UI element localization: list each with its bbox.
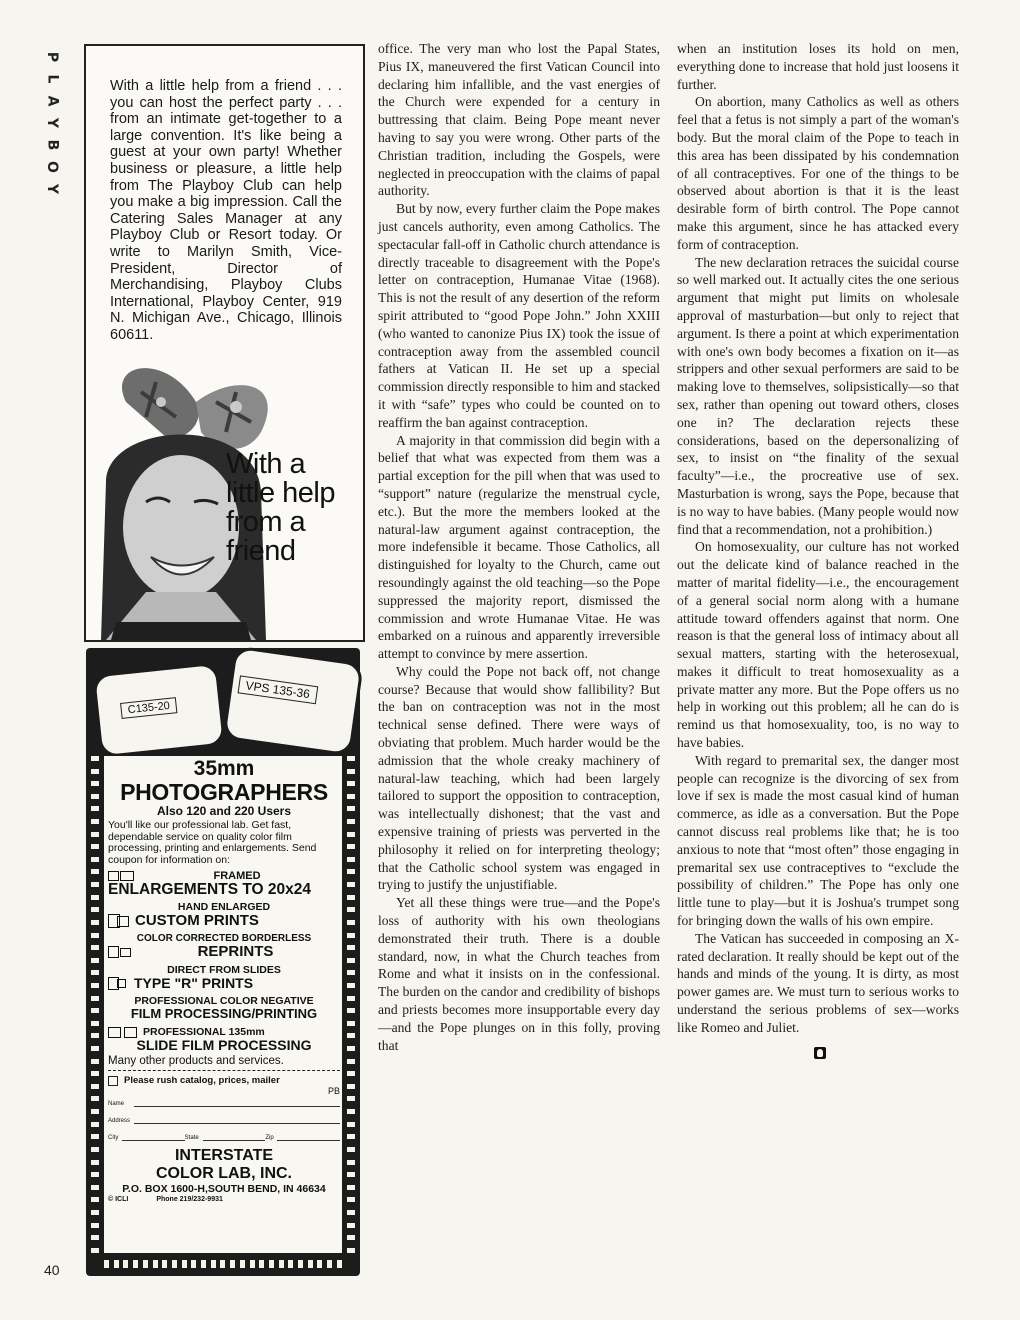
masthead-letter: O [44,161,60,173]
option-custom-prints: CUSTOM PRINTS [135,912,259,929]
article-paragraph: A majority in that commission did begin with a belief that what was expected from them was a partial exception for the pill when that was used to “support” nature (regularize the menstrual cycle, etc.). But the more the members looked at the natural-law argument against contraception, the more indefensible it became. Those Catholics, all distinguished for loyalty to the Church, came out resoundingly against the old teaching—so the Pope suppressed the majority report, dismissed the commission and wrote Humanae Vitae. He was embarked on a ruinous and apparently irreversible attempt to convince by mere assertion. [378,432,660,662]
masthead-letter: L [43,74,60,84]
film-sprocket-holes [347,756,355,1253]
interstate-color-lab-ad [86,648,360,1276]
field-label: State [184,1135,199,1141]
ad-headline [226,450,361,566]
coupon-prompt: Please rush catalog, prices, mailer [124,1075,280,1086]
print-stack-icon [117,916,129,927]
name-field[interactable] [108,1098,340,1107]
article-paragraph: The Vatican has succeeded in composing an X-rated declaration. It really should be kept out of the hands and minds of the young. It is dirty, as most power games are. We must turn to serious works to understand the serious problems of sex—works like Romeo and Juliet. [677,930,959,1035]
article-column-2 [378,40,660,1054]
ad-subtitle: Also 120 and 220 Users [156,804,292,818]
headline-line: With a [226,448,306,480]
option-professional-color: PROFESSIONAL COLOR NEGATIVE [134,995,314,1007]
option-slide-film: SLIDE FILM PROCESSING [136,1037,312,1053]
ad-title-35mm: 35mm [193,757,255,780]
film-sprocket-holes [104,1260,342,1268]
field-label: Address [108,1118,131,1124]
masthead-letter: A [44,95,60,107]
headline-line: from a [226,506,306,538]
masthead-letter: Y [43,117,60,129]
option-reprints: REPRINTS [197,943,274,960]
copyright-text: © ICLI [108,1196,129,1203]
field-label: City [108,1135,119,1141]
print-stack-icon [120,948,131,957]
film-canister-right-icon [222,645,364,756]
ad-title-photographers: PHOTOGRAPHERS [120,779,328,805]
coupon-code: PB [327,1086,340,1096]
article-paragraph: But by now, every further claim the Pope makes just cancels authority, even among Catholics. The spectacular fall-off in Catholic church attendance is directly traceable to disagreement with the Pope's letter on contraception, Humanae Vitae (1968). This is not the result of any desertion of the reform spirit attributed to “good Pope John.” John XXIII (who wanted to canonize Pius IX) took the issue of contraception away from the assembled council fathers at Vatican II. He set up a special commission directly responsible to him and stacked it with “safe” types who could be counted on to reaffirm the ban against contraception. [378,201,660,430]
film-canister-left-icon [92,662,226,759]
article-paragraph: On homosexuality, our culture has not worked out the delicate kind of balance reached in the matter of marital fidelity—i.e., the encouragement of a general social norm along with a humane attitude toward offenders against that norm. One reason is that the general loss of intimacy about all sexual matters, starting with the heterosexual, makes it difficult to treat homosexuality as a private matter any more. But the Pope offers us no help in working out this problem; all he can do is remind us that homosexuality, too, is no way to have babies. [677,539,959,751]
field-label: Name [108,1101,125,1107]
playboy-club-ad [84,44,365,642]
headline-line: friend [226,535,296,567]
ad-content [108,758,340,1203]
canister-label: C135-20 [120,697,178,719]
coupon-checkbox[interactable] [108,1076,118,1086]
article-paragraph: Yet all these things were true—and the Pope's loss of authority with his own theologians demonstrated their truth. There is a double standard, now, in what the Church teaches from Rome and what it insists on in the confessional. The burden on the candor and credibility of bishops and priests becomes more insupportable every day—and the Pope plunges on in this folly, proving that [378,895,660,1053]
article-paragraph: On abortion, many Catholics as well as others feel that a fetus is not simply a part of the woman's body. But the moral claim of the Pope to teach in this area has been dissipated by his condemnation of all contraceptives. For one of the things to be observed about abortion is that it is the least desirable form of birth control. The Pope cannot make this argument, since he has attacked every form of contraception. [677,94,959,252]
frame-icon [120,871,134,881]
ad-body-text: With a little help from a friend . . . you can host the perfect party . . . from an intimate get-together to a large convention. It's like being a guest at your own party! Whether business or pleasure, a little help from The Playboy Club can help you make a big impression. Call the Catering Sales Manager at any Playboy Club or Resort today. Or write to Marilyn Smith, Vice-President, Director of Merchandising, Playboy Clubs International, Playboy Center, 919 N. Michigan Ave., Chicago, Illinois 60611. [110,78,342,343]
page-number: 40 [44,1262,60,1278]
magazine-masthead-vertical [42,46,62,200]
coupon-cut-line [108,1070,340,1071]
option-film-processing: FILM PROCESSING/PRINTING [130,1006,318,1021]
masthead-letter: Y [43,183,60,195]
article-paragraph: when an institution loses its hold on men, everything done to increase that hold just loosens it further. [677,41,959,92]
frame-icon [108,871,119,881]
option-direct-from-slides: DIRECT FROM SLIDES [167,964,281,976]
film-sprocket-holes [91,756,99,1253]
article-paragraph: Why could the Pope not back off, not change course? Because that would show fallibility? But the ban on contraception was not in the most technical sense defined. There were ways of obviating that problem. Much harder would be the admission that the whole creaky machinery of natural-law teaching, which had been largely tailored to support the opposition to contraception, was intellectually dishonest; that the vast and expensive training of priests was perverted in the philosophy it relied on for interpreting theology; that the Catholic school system was engaged in trying to justify the unjustifiable. [378,663,660,893]
article-paragraph: With regard to premarital sex, the danger most people can recognize is the divorcing of sex from love if sex is made the most casual kind of human commerce, as idle as a conversation. But the Pope cannot discuss real problems like that; he is too anxious to note that “most often” those engaging in premarital sex use contraceptives to “exclude the possibility of children.” The Pope has only one little tune to play—but it is Joshua's trumpet song for bringing down the walls of his own empire. [677,752,959,929]
option-framed: FRAMED [213,870,261,882]
phone-text: Phone 219/232-9931 [156,1196,223,1203]
article-column-3 [677,40,959,1060]
option-enlargements: ENLARGEMENTS TO 20x24 [108,881,311,898]
option-color-corrected: COLOR CORRECTED BORDERLESS [136,933,312,944]
masthead-letter: B [43,139,60,151]
company-address: P.O. BOX 1600-H,SOUTH BEND, IN 46634 [122,1183,326,1195]
headline-line: little help [226,477,335,509]
city-state-zip-field[interactable] [108,1132,340,1141]
company-name-line2: COLOR LAB, INC. [156,1165,292,1182]
option-hand-enlarged: HAND ENLARGED [177,901,271,913]
article-paragraph: office. The very man who lost the Papal States, Pius IX, maneuvered the first Vatican Council into declaring him infallible, and the vast energies of the Church were expended for a century in buttressing that claim. Being Pope meant never having to say you were wrong. Other parts of the Christian tradition, including the Gospels, were neglected in preoccupation with the claims of papal authority. [378,41,660,199]
company-name-line1: INTERSTATE [174,1147,274,1164]
option-professional-135: PROFESSIONAL 135mm [143,1026,265,1038]
field-label: Zip [265,1135,274,1141]
ad-intro: You'll like our professional lab. Get fast, dependable service on quality color film processing, printing and enlargements. Send coupon for information on: [108,819,317,866]
address-field[interactable] [108,1115,340,1124]
canister-label: VPS 135-36 [238,675,318,704]
masthead-letter: P [43,51,60,63]
slide-mount-icon [124,1027,137,1038]
bunny-end-mark-icon [814,1047,826,1059]
article-paragraph: The new declaration retraces the suicidal course so well marked out. It actually cites the one serious argument that might put limits on wholesale approval of masturbation—but only to reject that argument. Is there a point at which experimentation with one's own body becomes a fixation on it—as strippers and other sexual performers are said to be making love to themselves, solipsistically—so that sex, rather than opening out toward others, closes one in? The declaration rejects these considerations, based on the depersonalizing of sex, to insist on “the finality of the sexual faculty”—i.e., the procreative use of sex. Masturbation is wrong, says the Pope, because that is no way to have babies. (Many people would now find that a recommendation, not a prohibition.) [677,254,959,537]
option-type-r: TYPE "R" PRINTS [134,975,254,991]
slide-mount-icon [108,1027,121,1038]
ad-many-other: Many other products and services. [108,1055,284,1067]
slide-print-icon [117,979,126,988]
print-stack-icon [108,946,119,958]
